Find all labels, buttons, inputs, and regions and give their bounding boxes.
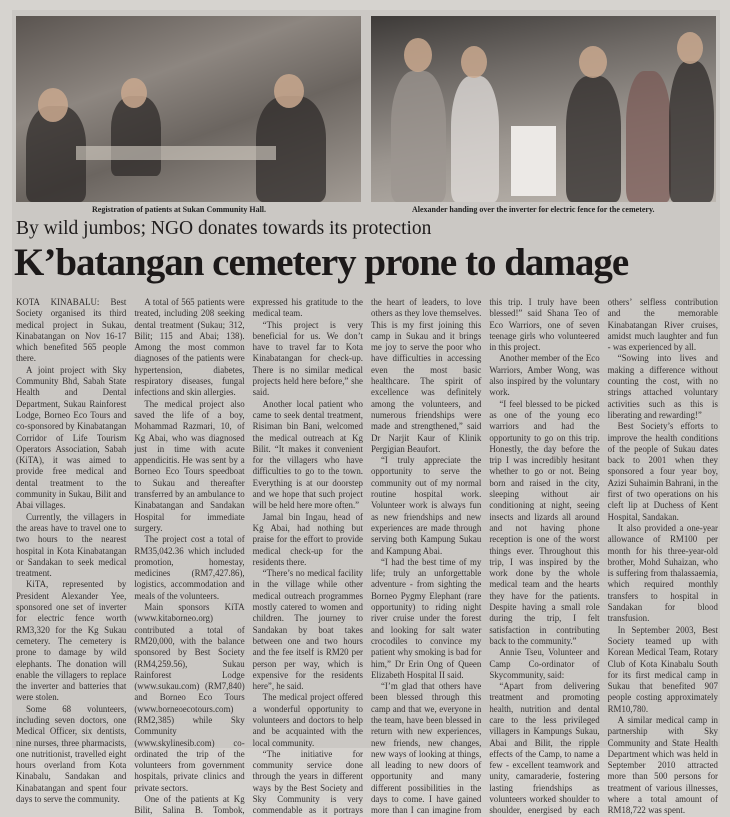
article-paragraph: It also provided a one-year allowance of RM100 per month for his three-year-old brother, Mohd Suhaizan, who is suffering from thalassaemia, which required monthly transfers to hospital in Sandakan for blood transfusion. <box>607 522 718 624</box>
article-paragraph: KiTA, represented by President Alexander Yee, sponsored one set of inverter for electric fence worth RM3,320 for the Kg Sukau cemetery. The cemetery is prone to damage by wild elephants. The donation will enable the villagers to replace the inverter and batteries that were stolen. <box>16 579 127 703</box>
registration-table <box>76 146 276 160</box>
inverter-box <box>511 126 556 196</box>
article-paragraph: “Apart from delivering treatment and promoting health, nutrition and dental care to the less privileged villagers in Kampungs Sukau, Abai and Bilit, the ripple effects of the Camp, to name a few - excellent teamwork and unity, camaraderie, fostering lasting friendships as volunteers worked shoulder to shoulder, energised by each others’ selfless contribution and the memorable Kinabatangan River cruises, amidst much laughter and fun - was experienced by all. <box>489 297 718 816</box>
article-paragraph: The project cost a total of RM35,042.36 which included promotion, homestay, medicines (RM7,427.86), logistics, accommodation and meals of the volunteers. <box>134 534 245 601</box>
article-paragraph: Best Society’s efforts to improve the health conditions of the people of Sukau dates back to 2001 when they sponsored a four year boy, Azizi Suhaimin Bahrani, in the first of two operations on his cleft lip at Duchess of Kent Hospital, Sandakan. <box>607 421 718 522</box>
article-paragraph: “I had the best time of my life; truly an unforgettable adventure - from sighting the Borneo Pygmy Elephant (rare opportunity) to riding night river cruise under the forest and looking for salt water crocodiles to convince my patient why smoking is bad for him,” Dr Erin Ong of Queen Elizabeth Hospital II said. <box>370 556 482 680</box>
article-paragraph: Some 68 volunteers, including seven doctors, one Medical Officer, six dentists, nine nurses, three pharmacists, one nutritionist, travelled eight hours overland from Kota Kinabalu, Sandakan and Kinabatangan and spent four days to serve the community. <box>16 703 127 805</box>
article-paragraph: Currently, the villagers in the areas have to travel one to two hours to the nearest hospital in Kota Kinabatangan or Sandakan to seek medical treatment. <box>16 511 127 579</box>
person-silhouette <box>451 76 499 202</box>
article-paragraph: The medical project offered a wonderful opportunity to volunteers and doctors to help and be acquainted with the local community. <box>252 692 363 748</box>
article-paragraph: In September 2003, Best Society teamed up with Korean Medical Team, Rotary Club of Kota Kinabalu South for its first medical camp in Sukau that benefited 907 people costing approximately RM10,780. <box>607 624 718 714</box>
kicker: By wild jumbos; NGO donates towards its protection <box>16 218 432 239</box>
article-paragraph: “I truly appreciate the opportunity to serve the community out of my normal routine hospital work. Volunteer work is always fun as new friendships and new experiences are made through serving both Kampung Sukau and Kampung Abai. <box>370 455 482 556</box>
article-paragraph: “Sowing into lives and making a difference without counting the cost, with no strings attached voluntary activities such as this is liberating and rewarding!” <box>607 353 718 420</box>
article-body <box>16 297 718 817</box>
article-paragraph: A joint project with Sky Community Bhd, Sabah State Health and Dental Department, Sukau Rainforest Lodge, Borneo Eco Tours and co-sponsored by Kinabatangan Corridor of Life Tourism Operators Association, Sabah (KiTA), it was aimed to provide free medical and dental treatment to the community in Sukau, Bilit and Abai villages. <box>16 364 127 511</box>
article-paragraph: “This project is very beneficial for us. We don’t have to travel far to Kota Kinabatangan for check-up. There is no similar medical projects held here before,” she said. <box>252 319 363 398</box>
article-paragraph: “The initiative for community service done through the years in different ways by the Best Society and Sky Community is very commendable as it portrays the heart of leaders, to love others as they love themselves. This is my first joining this camp in Sukau and it brings me joy to serve the poor who have difficulties in accessing even the most basic healthcare. The spirit of excellence was definitely among the volunteers, and numerous friendships were made and strengthened,” said Dr Narjit Kaur of Klinik Pergigian Beaufort. <box>252 297 482 816</box>
article-paragraph: “I feel blessed to be picked as one of the young eco warriors and had the opportunity to go on this trip. Honestly, the day before the trip I was incredibly hesitant whether to go or not. Being born and raised in the city, sleeping without air conditioning at night, seeing insects and lizards all around and not having phone reception is one of the worst things ever. Throughout this trip, I was inspired by the work done by the whole medical team and the hearts they have for the patients. Despite having a small role during the trip, I felt satisfaction in contributing back to the community.” <box>489 398 600 646</box>
person-head <box>121 78 147 108</box>
person-silhouette <box>391 71 446 202</box>
article-paragraph: “There’s no medical facility in the village while other medical outreach programmes mostly catered to women and children. The journey to Sandakan by boat takes between one and two hours and the fee itself is RM20 per person per way, which is expensive for the residents here”, he said. <box>252 568 363 692</box>
person-silhouette <box>566 76 621 202</box>
photo-inverter-handover <box>371 16 716 202</box>
article-paragraph: Annie Tseu, Volunteer and Camp Co-ordinator of Skycommunity, said: <box>489 647 600 680</box>
person-head <box>404 38 432 72</box>
article-paragraph: The medical project also saved the life of a boy, Mohammad Razmari, 10, of Kg Abai, who was diagnosed just in time with acute appendicitis. He was sent by a Borneo Eco Tours speedboat to Sukau and thereafter transferred by an ambulance to Kinabatangan and Sandakan Hospital for immediate surgery. <box>134 398 245 533</box>
article-paragraph: One of the patients at Kg Bilit, Salina B. Tombok, expressed his gratitude to the medical team. <box>134 297 363 816</box>
person-silhouette <box>669 61 714 202</box>
article-paragraph: “I’m glad that others have been blessed through this camp and that we, everyone in the team, have been blessed in return with new experiences, new friends, new changes, new ways of looking at things, all leading to new doors of opportunity and many different possibilities in the days to come. I have gained more than I can imagine from this trip. I truly have been blessed!” said Shana Teo of Eco Warriors, one of seven teenage girls who volunteered in this project. <box>370 297 600 816</box>
photo-caption-left: Registration of patients at Sukan Community Hall. <box>92 205 267 214</box>
person-head <box>677 32 703 64</box>
article-paragraph: Jamal bin Ingau, head of Kg Abai, had nothing but praise for the effort to provide medical check-up for the residents there. <box>252 511 363 567</box>
person-head <box>274 74 304 108</box>
person-head <box>38 88 68 122</box>
article-paragraph: Main sponsors KiTA (www.kitaborneo.org) contributed a total of RM20,000, with the balance sponsored by Best Society (RM4,259.56), Sukau Rainforest Lodge (www.sukau.com) (RM7,840) and Borneo Eco Tours (www.borneoecotours.com) (RM2,385) while Sky Community (www.skylinesib.com) co-ordinated the trip of the volunteers from government hospitals, private clinics and private sectors. <box>134 602 245 793</box>
newspaper-clipping <box>12 10 720 816</box>
article-paragraph: Another local patient who came to seek dental treatment, Risiman bin Bani, welcomed the medical outreach at Kg Bilit. “It makes it convenient for the villagers who have difficulties to go to the town. Everything is at our doorstep and we hope that such project will be held here more often.” <box>252 398 363 511</box>
article-paragraph: A total of 565 patients were treated, including 208 seeking dental treatment (Sukau; 312, Bilit; 115 and Abai; 138). Among the most common diagnoses of the patients were hypertension, diabetes, respiratory diseases, fungal infections and skin allergies. <box>134 297 245 398</box>
person-head <box>461 46 487 78</box>
article-paragraph: A similar medical camp in partnership with Sky Community and State Health Department which was held in September 2010 attracted more than 500 persons for treatment of various illnesses, where a total amount of RM18,722 was spent. <box>607 714 718 816</box>
article-paragraph: Another member of the Eco Warriors, Amber Wong, was also inspired by the voluntary work. <box>489 353 600 398</box>
article-paragraph: KOTA KINABALU: Best Society organised its third medical project in Sukau, Kinabatangan on Nov 16-17 which benefited 565 people there. <box>16 297 127 364</box>
person-head <box>579 46 607 78</box>
person-silhouette <box>626 71 671 202</box>
photo-caption-right: Alexander handing over the inverter for electric fence for the cemetery. <box>412 205 655 214</box>
headline: K’batangan cemetery prone to damage <box>14 241 629 284</box>
person-silhouette <box>111 96 161 176</box>
photo-patient-registration <box>16 16 361 202</box>
